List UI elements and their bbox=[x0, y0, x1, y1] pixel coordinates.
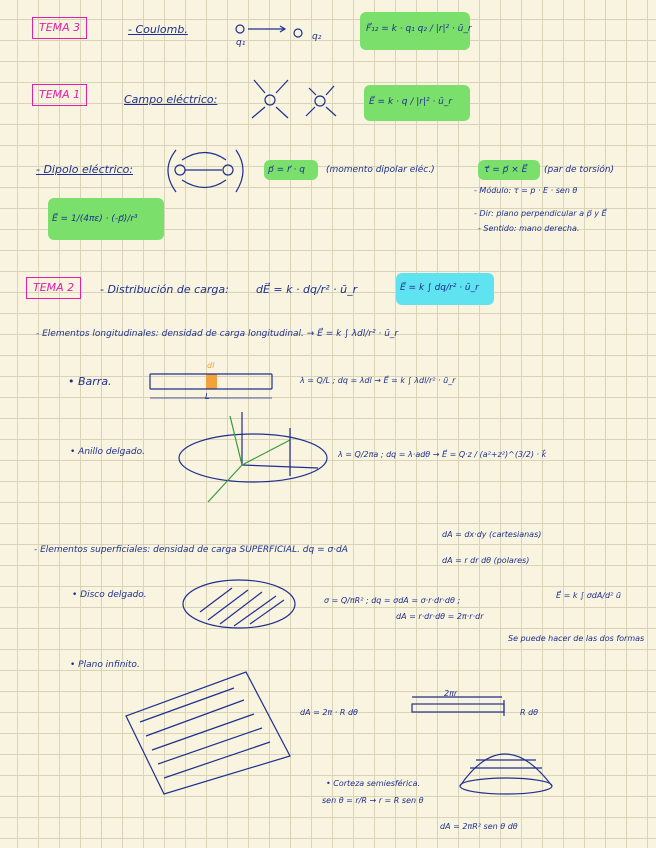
torque-sense: - Sentido: mano derecha. bbox=[478, 224, 580, 233]
distribucion-title: - Distribución de carga: bbox=[100, 283, 229, 296]
plano-Rdtheta: R dθ bbox=[520, 708, 539, 717]
barra-label: • Barra. bbox=[68, 375, 112, 388]
corteza-label: • Corteza semiesférica. bbox=[326, 779, 421, 788]
tema-3-box: TEMA 3 bbox=[32, 17, 87, 39]
disco-formula: σ = Q/πR² ; dq = σdA = σ·r·dr·dθ ; bbox=[324, 596, 461, 605]
disco-E: E⃗ = k ∫ σdA/d² ū bbox=[556, 591, 621, 600]
campo-title: Campo eléctrico: bbox=[124, 93, 218, 106]
tema-2-box: TEMA 2 bbox=[26, 277, 81, 299]
torque-modulo: - Módulo: τ = p · E · sen θ bbox=[474, 186, 578, 195]
charge-q1: q₁ bbox=[236, 38, 246, 48]
dipolo-title: - Dipolo eléctrico: bbox=[36, 163, 134, 176]
plano-sketch bbox=[126, 672, 290, 794]
plano-dA: dA = 2π · R dθ bbox=[300, 708, 358, 717]
torque-direction: - Dir: plano perpendicular a p⃗ y E⃗ bbox=[474, 209, 607, 218]
dE-formula: dE⃗ = k · dq/r² · ū_r bbox=[256, 283, 358, 296]
p-definition: p⃗ = r⃗ · q bbox=[268, 165, 305, 175]
corteza-dA: dA = 2πR² sen θ dθ bbox=[440, 822, 518, 831]
disco-label: • Disco delgado. bbox=[72, 590, 147, 600]
coulomb-title: - Coulomb. bbox=[128, 23, 188, 36]
strip-sketch bbox=[412, 697, 504, 716]
plano-2pr: 2πr bbox=[444, 689, 458, 698]
campo-formula: E⃗ = k · q / |r|² · ū_r bbox=[369, 97, 453, 107]
superficial-text: - Elementos superficiales: densidad de carga SUPERFICIAL. dq = σ·dA bbox=[34, 545, 348, 555]
disco-dA: dA = r·dr·dθ = 2π·r·dr bbox=[396, 612, 484, 621]
charge-q2: q₂ bbox=[312, 32, 322, 42]
torque-note: (par de torsión) bbox=[544, 165, 615, 175]
semisphere-sketch bbox=[460, 754, 552, 794]
plano-label: • Plano infinito. bbox=[70, 660, 140, 670]
disco-note: Se puede hacer de las dos formas bbox=[508, 634, 645, 643]
longitudinal-text: - Elementos longitudinales: densidad de carga longitudinal. → E⃗ = k ∫ λdl/r² · ū_r bbox=[36, 329, 399, 339]
barra-L-label: L bbox=[205, 392, 210, 401]
dipolo-field: E⃗ = 1/(4πε) · (-p⃗)/r³ bbox=[52, 214, 138, 224]
disco-sketch bbox=[183, 580, 295, 628]
field-lines-sketch bbox=[252, 80, 336, 118]
barra-formula: λ = Q/L ; dq = λdl → E⃗ = k ∫ λdl/r² · ū_r bbox=[300, 376, 456, 385]
barra-dl-label: dl bbox=[207, 361, 215, 370]
coulomb-sketch bbox=[236, 25, 302, 37]
anillo-formula: λ = Q/2πa ; dq = λ·adθ → E⃗ = Q·z / (a²+z²)^(3/2) · k⃗ bbox=[338, 450, 547, 459]
dipole-sketch bbox=[168, 150, 243, 192]
dA-polar: dA = r dr dθ (polares) bbox=[442, 556, 530, 565]
coulomb-formula: F⃗₁₂ = k · q₁ q₂ / |r|² · ū_r bbox=[366, 24, 472, 34]
p-note: (momento dipolar eléc.) bbox=[326, 165, 435, 175]
barra-sketch bbox=[150, 374, 272, 398]
anillo-sketch bbox=[179, 412, 327, 502]
tema-1-box: TEMA 1 bbox=[32, 84, 87, 106]
dA-cartesian: dA = dx·dy (cartesianas) bbox=[442, 530, 542, 539]
anillo-label: • Anillo delgado. bbox=[70, 447, 145, 457]
torque-formula: τ⃗ = p⃗ × E⃗ bbox=[484, 165, 528, 175]
corteza-sen: sen θ = r/R → r = R sen θ bbox=[322, 796, 424, 805]
integral-formula: E⃗ = k ∫ dq/r² · ū_r bbox=[400, 283, 479, 293]
